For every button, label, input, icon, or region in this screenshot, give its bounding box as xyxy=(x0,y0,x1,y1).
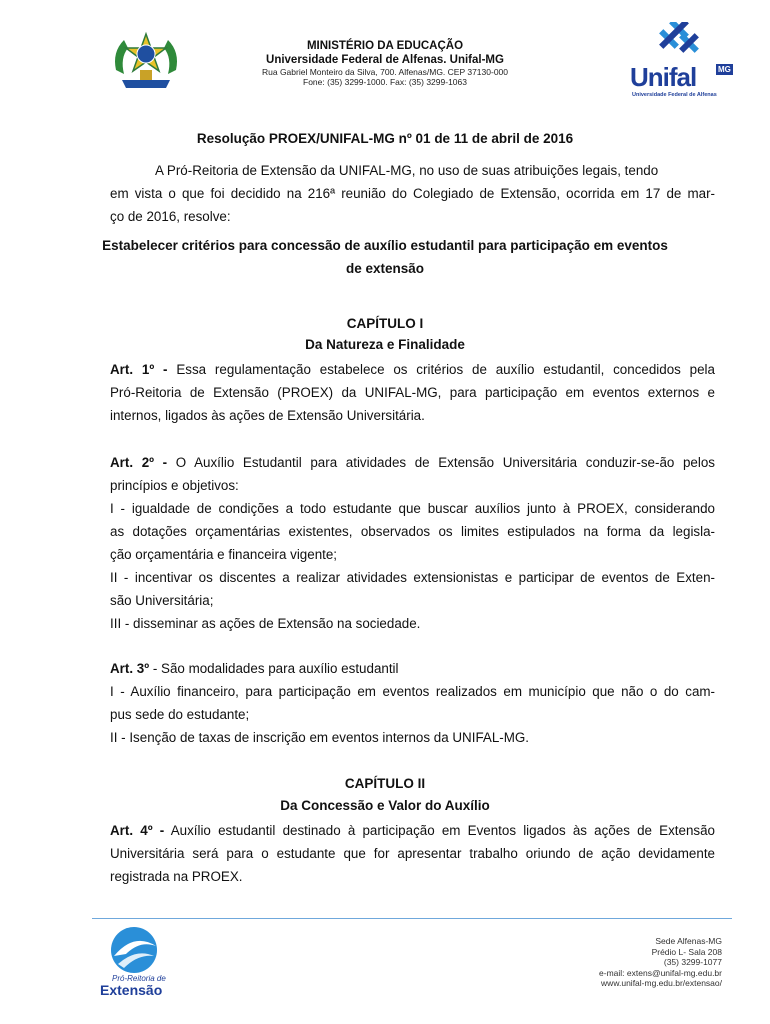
subject-line: de extensão xyxy=(345,261,425,276)
footer-contact xyxy=(599,936,722,989)
university-address: Rua Gabriel Monteiro da Silva, 700. Alfenas/MG. CEP 37130-000 xyxy=(261,67,508,77)
ministry-title: MINISTÉRIO DA EDUCAÇÃO xyxy=(306,40,464,52)
article-1 xyxy=(110,358,715,427)
article-4 xyxy=(110,819,715,888)
article-line: as dotações orçamentárias existentes, observados os limites estipulados na forma da legisla- xyxy=(110,524,715,539)
resolution-title: Resolução PROEX/UNIFAL-MG nº 01 de 11 de abril de 2016 xyxy=(196,131,574,146)
article-line: internos, ligados às ações de Extensão Universitária. xyxy=(110,408,425,423)
article-line: Art. 3º - São modalidades para auxílio estudantil xyxy=(110,661,399,676)
article-line: Art. 1º - Essa regulamentação estabelece os critérios de auxílio estudantil, concedidos pela xyxy=(110,362,715,377)
intro-line: em vista o que foi decidido na 216ª reunião do Colegiado de Extensão, ocorrida em 17 de mar- xyxy=(110,186,715,201)
article-3-label: Art. 3º xyxy=(110,661,150,676)
article-2-label: Art. 2º - xyxy=(110,455,168,470)
intro-paragraph xyxy=(110,159,715,228)
university-phone: Fone: (35) 3299-1000. Fax: (35) 3299-1063 xyxy=(303,77,467,87)
article-4-label: Art. 4º - xyxy=(110,823,165,838)
chapter-2-label: CAPÍTULO II xyxy=(344,776,426,791)
article-line: são Universitária; xyxy=(110,593,214,608)
proex-logo-line1: Pró-Reitoria de xyxy=(112,974,166,983)
article-line: II - incentivar os discentes a realizar atividades extensionistas e participar de eventos de Exten- xyxy=(110,570,715,585)
article-line: ção orçamentária e financeira vigente; xyxy=(110,547,338,562)
footer-website[interactable]: www.unifal-mg.edu.br/extensao/ xyxy=(601,978,722,988)
article-line: princípios e objetivos: xyxy=(110,478,239,493)
article-line: Art. 2º - O Auxílio Estudantil para atividades de Extensão Universitária conduzir-se-ão pelos xyxy=(110,455,715,470)
unifal-logo-tagline: Universidade Federal de Alfenas xyxy=(632,92,717,98)
article-line: I - igualdade de condições a todo estudante que buscar auxílios junto à PROEX, considerando xyxy=(110,501,715,516)
unifal-logo-name: Unifal xyxy=(630,62,697,92)
footer-email[interactable]: e-mail: extens@unifal-mg.edu.br xyxy=(599,967,722,978)
university-name: Universidade Federal de Alfenas. Unifal-MG xyxy=(266,54,504,66)
article-line: Pró-Reitoria de Extensão (PROEX) da UNIFAL-MG, para participação em eventos externos e xyxy=(110,385,715,400)
article-1-label: Art. 1º - xyxy=(110,362,168,377)
article-2 xyxy=(110,451,715,635)
subject-line: Estabelecer critérios para concessão de auxílio estudantil para participação em eventos xyxy=(102,238,668,253)
intro-line: A Pró-Reitoria de Extensão da UNIFAL-MG, no uso de suas atribuições legais, tendo xyxy=(155,163,659,178)
footer-predio: Prédio L- Sala 208 xyxy=(651,946,722,957)
chapter-2-title: Da Concessão e Valor do Auxílio xyxy=(280,798,490,813)
footer-divider xyxy=(92,918,732,919)
proex-logo xyxy=(100,926,190,996)
article-line: pus sede do estudante; xyxy=(110,707,250,722)
chapter-1-label: CAPÍTULO I xyxy=(346,316,424,331)
unifal-logo-sup: MG xyxy=(718,65,731,74)
article-line: III - disseminar as ações de Extensão na sociedade. xyxy=(110,616,421,631)
footer-phone: (35) 3299-1077 xyxy=(663,957,722,967)
article-line: II - Isenção de taxas de inscrição em eventos internos da UNIFAL-MG. xyxy=(110,730,530,745)
intro-line: ço de 2016, resolve: xyxy=(110,209,231,224)
proex-logo-line2: Extensão xyxy=(100,982,163,998)
article-3 xyxy=(110,657,715,749)
article-line: Art. 4º - Auxílio estudantil destinado à participação em Eventos ligados às ações de Extensão xyxy=(110,823,715,838)
footer-sede: Sede Alfenas-MG xyxy=(655,936,722,946)
article-line: registrada na PROEX. xyxy=(110,869,243,884)
article-line: Universitária será para o estudante que for apresentar trabalho oriundo de ação devidamente xyxy=(110,846,715,861)
chapter-1-title: Da Natureza e Finalidade xyxy=(305,337,465,352)
article-line: I - Auxílio financeiro, para participação em eventos realizados em município que não o do cam- xyxy=(110,684,715,699)
unifal-logo xyxy=(628,22,730,102)
